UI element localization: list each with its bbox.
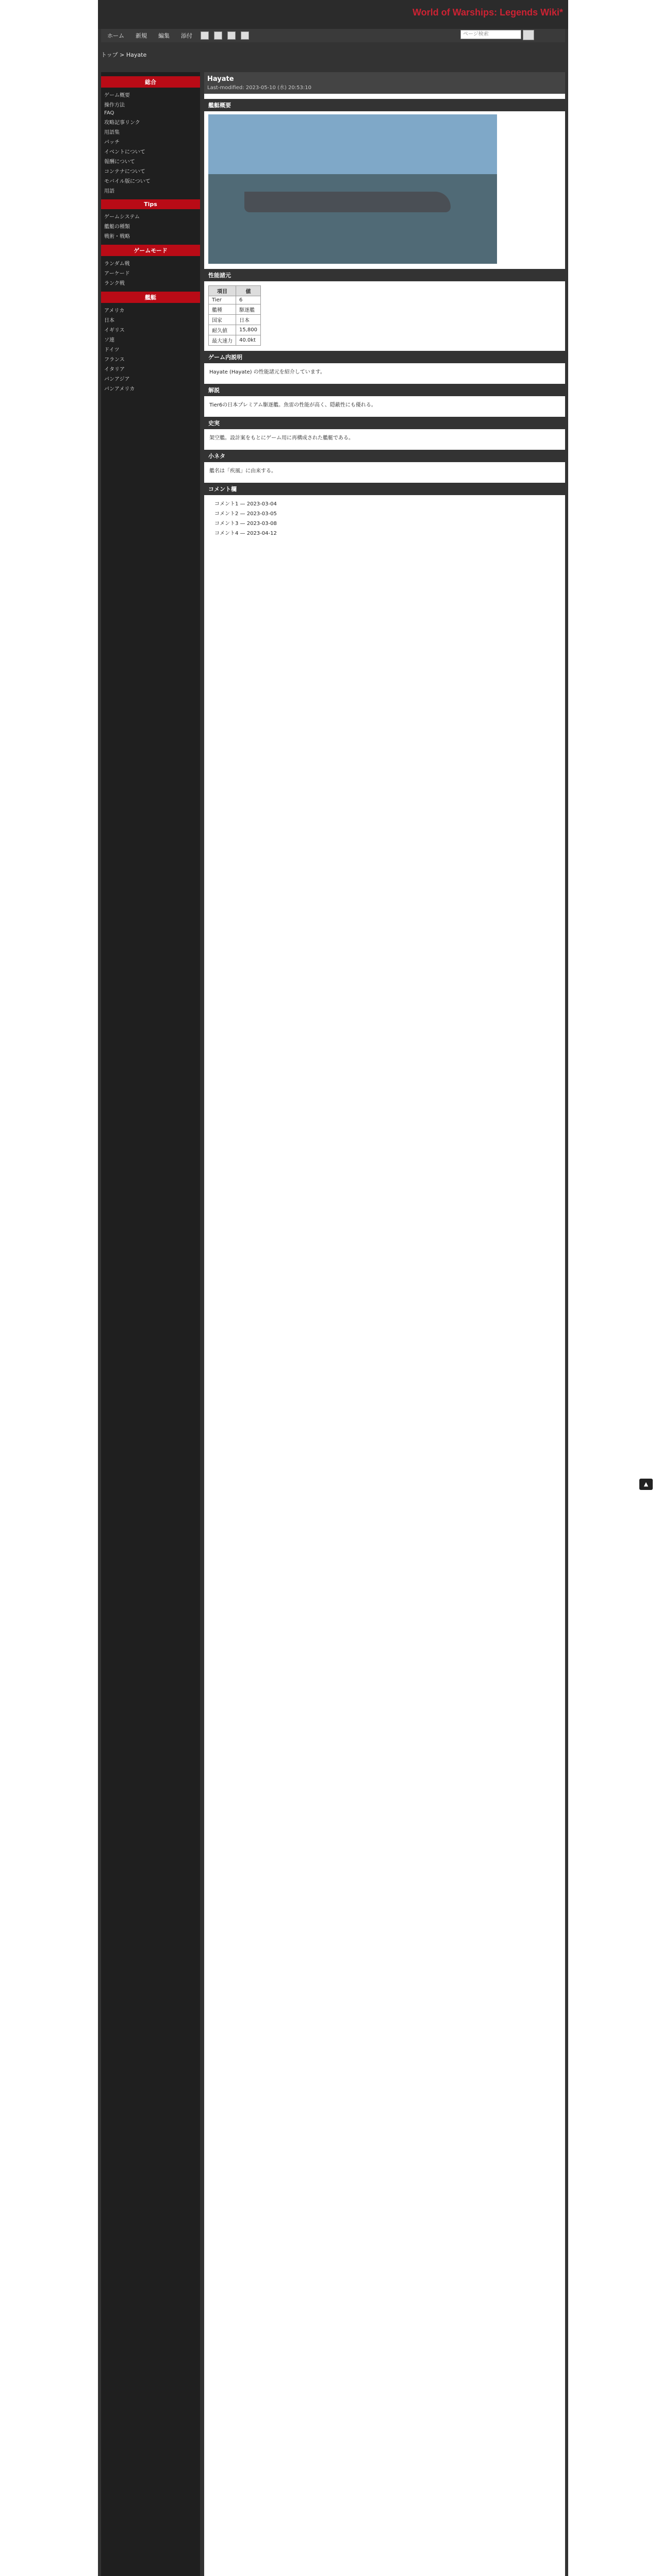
sidebar-item[interactable]: 用語集 <box>104 130 120 135</box>
sidebar-item[interactable]: ドイツ <box>104 347 120 353</box>
ship-silhouette <box>244 192 451 212</box>
site-title[interactable]: World of Warships: Legends Wiki* <box>412 7 563 18</box>
section-trivia: 小ネタ <box>204 450 565 462</box>
spec-cell: 艦種 <box>209 304 236 315</box>
sidebar-item[interactable]: ソ連 <box>104 337 114 343</box>
sidebar-item[interactable]: イタリア <box>104 367 125 372</box>
title-bar <box>98 0 568 29</box>
sidebar-item[interactable]: パンアメリカ <box>104 386 135 392</box>
game-description: Hayate (Hayate) の性能諸元を紹介しています。 <box>209 369 325 375</box>
sidebar-item[interactable]: ゲーム概要 <box>104 93 130 98</box>
sidebar-item[interactable]: 用語 <box>104 189 114 194</box>
section-comments: コメント欄 <box>204 483 565 495</box>
sidebar-item[interactable]: 攻略記事リンク <box>104 120 140 126</box>
comment-item: コメント1 — 2023-03-04 <box>214 501 277 507</box>
comment-item: コメント3 — 2023-03-08 <box>214 521 277 527</box>
section-explanation: 解説 <box>204 384 565 396</box>
spec-cell: 駆逐艦 <box>236 304 261 315</box>
search-input[interactable]: ページ検索 <box>460 30 521 39</box>
sidebar-section-title: Tips <box>101 199 200 209</box>
sidebar-section-title: 総合 <box>101 76 200 88</box>
comment-item: コメント2 — 2023-03-05 <box>214 511 277 517</box>
toolbar-icon[interactable] <box>227 31 236 40</box>
sidebar-item[interactable]: フランス <box>104 357 125 363</box>
history-text: 架空艦。設計案をもとにゲーム用に再構成された艦艇である。 <box>209 435 354 441</box>
toolbar-icon[interactable] <box>214 31 222 40</box>
sidebar-item[interactable]: パンアジア <box>104 377 130 382</box>
comment-item: コメント4 — 2023-04-12 <box>214 531 277 536</box>
sidebar-item[interactable]: アメリカ <box>104 308 125 314</box>
menu-new[interactable]: 新規 <box>136 32 147 39</box>
page-margin <box>568 0 662 2576</box>
trivia-text: 艦名は「疾風」に由来する。 <box>209 468 276 474</box>
search-button[interactable] <box>523 30 534 40</box>
ship-image <box>208 114 497 264</box>
spec-table <box>208 285 261 346</box>
sidebar-item[interactable]: コンテナについて <box>104 169 145 175</box>
last-modified: Last-modified: 2023-05-10 (水) 20:53:10 <box>207 85 311 91</box>
spec-cell: 最大速力 <box>209 335 236 346</box>
spec-cell: 耐久値 <box>209 325 236 335</box>
spec-header: 値 <box>236 286 261 296</box>
menu-attach[interactable]: 添付 <box>181 32 192 39</box>
sidebar-item[interactable]: 艦艇の種類 <box>104 224 130 230</box>
spec-cell: 6 <box>236 296 261 304</box>
page-title: Hayate <box>207 75 234 83</box>
sidebar-item[interactable]: イギリス <box>104 328 125 333</box>
sidebar-section-title: ゲームモード <box>101 245 200 256</box>
sidebar-item[interactable]: アーケード <box>104 271 130 277</box>
sidebar-section-title: 艦艇 <box>101 292 200 303</box>
sidebar-item[interactable]: イベントについて <box>104 149 145 155</box>
sidebar-item[interactable]: 戦術・戦略 <box>104 234 130 240</box>
section-game-desc: ゲーム内説明 <box>204 351 565 363</box>
sidebar-item[interactable]: 操作方法 <box>104 103 125 108</box>
sidebar-item[interactable]: ランダム戦 <box>104 261 130 267</box>
breadcrumb[interactable]: トップ > Hayate <box>101 52 147 58</box>
section-history: 史実 <box>204 417 565 429</box>
sidebar-item[interactable]: FAQ <box>104 110 114 116</box>
sidebar-item[interactable]: ランク戦 <box>104 281 125 286</box>
spec-cell: Tier <box>209 296 236 304</box>
explanation-text: Tier6の日本プレミアム駆逐艦。魚雷の性能が高く、隠蔽性にも優れる。 <box>209 402 376 408</box>
spec-cell: 40.0kt <box>236 335 261 346</box>
section-spec: 性能諸元 <box>204 269 565 281</box>
menu-home[interactable]: ホーム <box>107 32 124 39</box>
menu-edit[interactable]: 編集 <box>158 32 170 39</box>
sidebar <box>101 72 200 2576</box>
spec-cell: 15,800 <box>236 325 261 335</box>
page-header <box>204 72 565 94</box>
toolbar-icon[interactable] <box>201 31 209 40</box>
spec-header: 項目 <box>209 286 236 296</box>
toolbar-icon[interactable] <box>241 31 249 40</box>
sidebar-item[interactable]: パッチ <box>104 140 120 145</box>
spec-cell: 国家 <box>209 315 236 325</box>
sidebar-item[interactable]: 報酬について <box>104 159 135 165</box>
sidebar-item[interactable]: 日本 <box>104 318 114 324</box>
section-overview: 艦艇概要 <box>204 99 565 111</box>
spec-cell: 日本 <box>236 315 261 325</box>
sidebar-item[interactable]: ゲームシステム <box>104 214 140 220</box>
sidebar-item[interactable]: モバイル版について <box>104 179 151 184</box>
scroll-top-button[interactable]: ▲ <box>639 1479 653 1490</box>
main-content <box>204 72 565 2576</box>
